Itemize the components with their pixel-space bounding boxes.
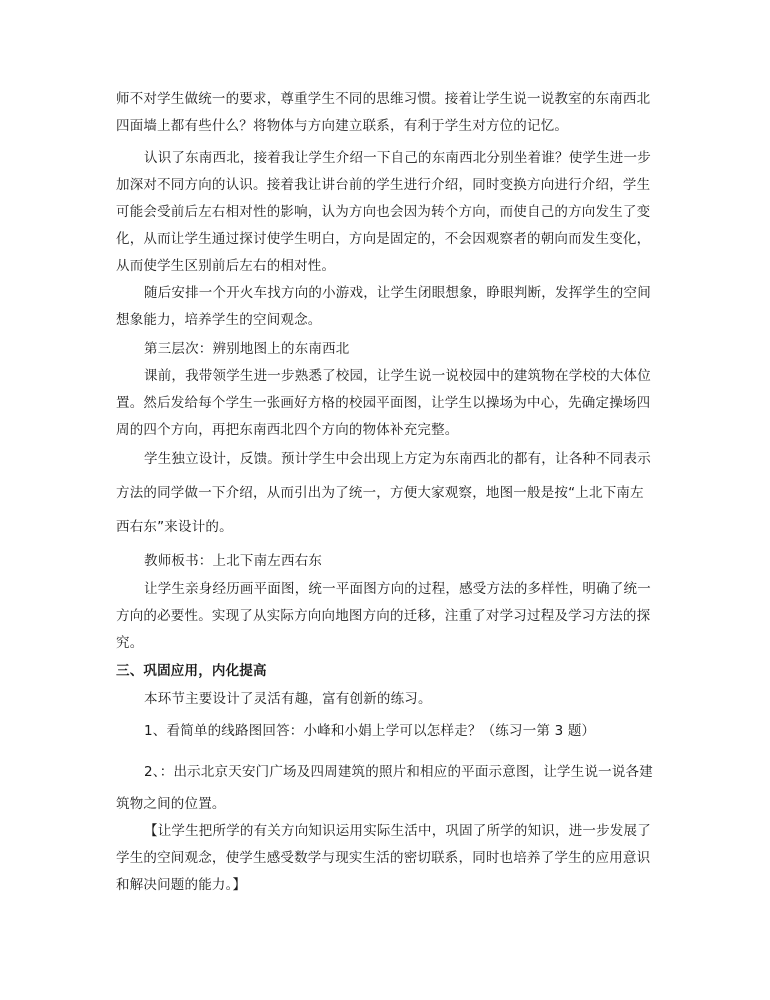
- text-line: 师不对学生做统一的要求，尊重学生不同的思维习惯。接着让学生说一说教室的东南西北: [116, 91, 651, 107]
- section-subheading: 第三层次：辨别地图上的东南西北: [144, 341, 350, 357]
- blackboard-note: 教师板书：上北下南左西右东: [144, 553, 323, 569]
- text-line: 周的四个方向，再把东南西北四个方向的物体补充完整。: [116, 422, 459, 438]
- text-line: 方向的必要性。实现了从实际方向向地图方向的迁移，注重了对学习过程及学习方法的探: [116, 608, 651, 624]
- text-line: 四面墙上都有些什么？将物体与方向建立联系，有利于学生对方位的记忆。: [116, 118, 569, 134]
- exercise-item: 1、看简单的线路图回答：小峰和小娟上学可以怎样走？（练习一第 3 题）: [144, 723, 596, 739]
- text-line: 随后安排一个开火车找方向的小游戏，让学生闭眼想象，睁眼判断，发挥学生的空间: [144, 285, 651, 301]
- text-line: 认识了东南西北，接着我让学生介绍一下自己的东南西北分别坐着谁？使学生进一步: [144, 150, 651, 166]
- text-line: 西右东”来设计的。: [116, 519, 233, 535]
- text-line: 方法的同学做一下介绍，从而引出为了统一，方便大家观察，地图一般是按“上北下南左: [116, 485, 644, 501]
- text-line: 加深对不同方向的认识。接着我让讲台前的学生进行介绍，同时变换方向进行介绍，学生: [116, 177, 651, 193]
- text-line: 学生的空间观念，使学生感受数学与现实生活的密切联系，同时也培养了学生的应用意识: [116, 850, 651, 866]
- section-heading: 三、巩固应用，内化提高: [116, 663, 267, 679]
- text-line: 究。: [116, 635, 144, 651]
- text-line: 置。然后发给每个学生一张画好方格的校园平面图，让学生以操场为中心，先确定操场四: [116, 395, 651, 411]
- text-line: 学生独立设计，反馈。预计学生中会出现上方定为东南西北的都有，让各种不同表示: [144, 451, 651, 467]
- text-line: 从而使学生区别前后左右的相对性。: [116, 258, 336, 274]
- text-line: 想象能力，培养学生的空间观念。: [116, 312, 322, 328]
- text-line: 【让学生把所学的有关方向知识运用实际生活中，巩固了所学的知识，进一步发展了: [144, 823, 651, 839]
- text-line: 筑物之间的位置。: [116, 796, 226, 812]
- exercise-item: 2、：出示北京天安门广场及四周建筑的照片和相应的平面示意图，让学生说一说各建: [144, 764, 653, 780]
- text-line: 课前，我带领学生进一步熟悉了校园，让学生说一说校园中的建筑物在学校的大体位: [144, 368, 651, 384]
- text-line: 可能会受前后左右相对性的影响，认为方向也会因为转个方向，而使自己的方向发生了变: [116, 204, 651, 220]
- text-line: 和解决问题的能力。】: [116, 877, 247, 893]
- text-line: 本环节主要设计了灵活有趣，富有创新的练习。: [144, 691, 432, 707]
- text-line: 让学生亲身经历画平面图，统一平面图方向的过程，感受方法的多样性，明确了统一: [144, 581, 651, 597]
- text-line: 化，从而让学生通过探讨使学生明白，方向是固定的，不会因观察者的朝向而发生变化，: [116, 231, 651, 247]
